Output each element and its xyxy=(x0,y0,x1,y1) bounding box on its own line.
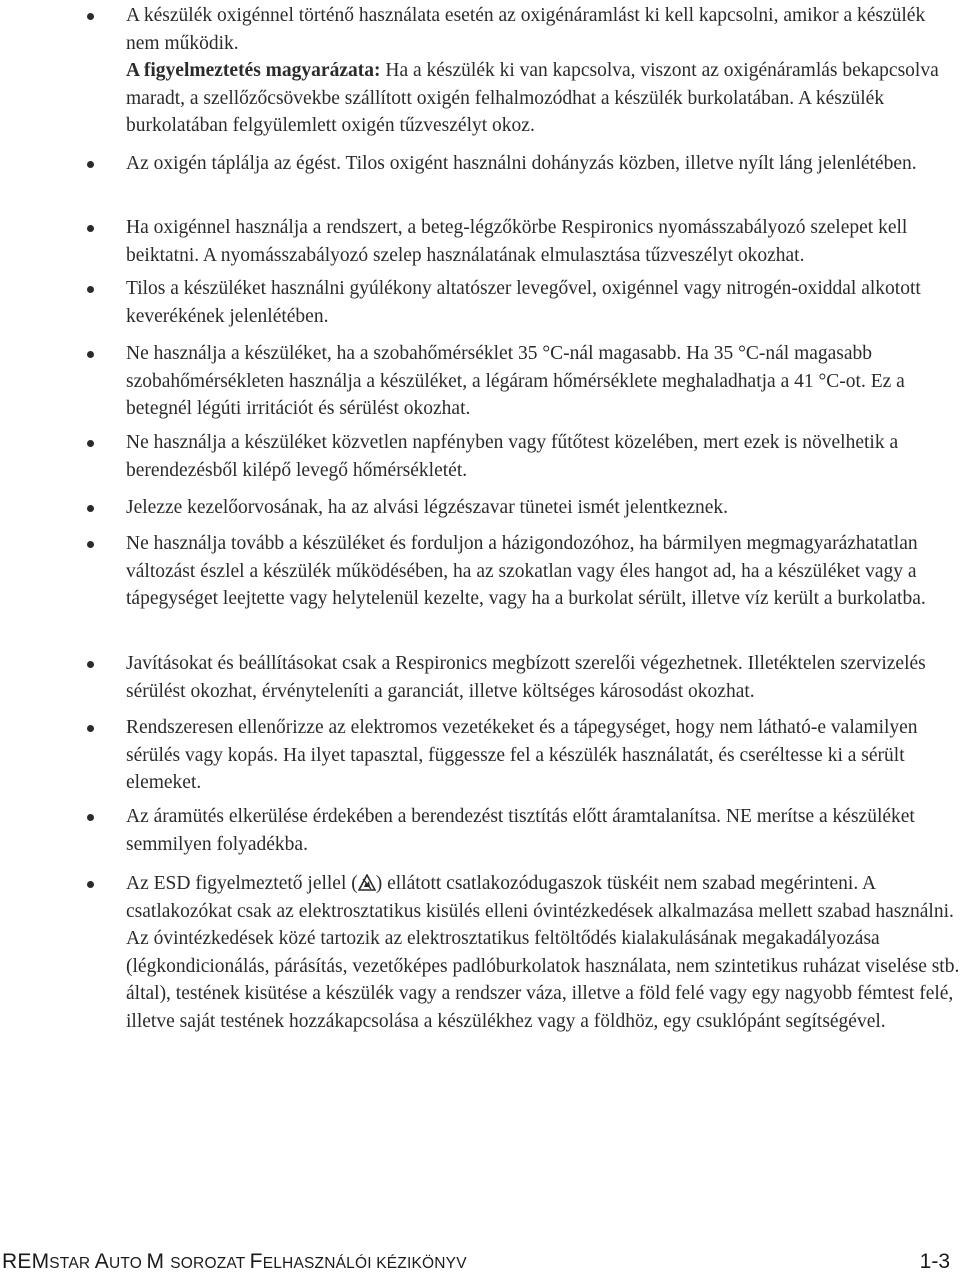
list-item xyxy=(126,650,960,705)
item-text: Az áramütés elkerülése érdekében a berendezést tisztítás előtt áramtalanítsa. NE merítse a készüléket semmilyen folyadékba. xyxy=(126,806,915,855)
item-text: Tilos a készüléket használni gyúlékony altatószer levegővel, oxigénnel vagy nitrogén-oxiddal alkotott keverékének jelenlétében. xyxy=(126,278,921,327)
bullet-icon xyxy=(87,13,94,20)
list-item xyxy=(126,2,960,140)
item-text: Ne használja a készüléket, ha a szobahőmérséklet 35 °C-nál magasabb. Ha 35 °C-nál magasabb szobahőmérsékleten használja a készüléket, a légáram hőmérséklete meghaladhatja a 41 °C-ot. Ez a betegnél légúti irritációt és sérülést okozhat. xyxy=(126,343,905,420)
manual-title: REMSTAR AUTO M SOROZAT FELHASZNÁLÓI KÉZIKÖNYV xyxy=(2,1250,467,1273)
list-item xyxy=(126,530,960,613)
item-text: Javításokat és beállításokat csak a Respironics megbízott szerelői végezhetnek. Illetéktelen szervizelés sérülést okozhat, érvényteleníti a garanciát, illetve költséges károsodást okozhat. xyxy=(126,653,926,702)
item-text: Ne használja tovább a készüléket és forduljon a házigondozóhoz, ha bármilyen megmagyarázhatatlan változást észlel a készülék működésében, ha az szokatlan vagy éles hangot ad, ha a készüléket vagy a tápegységet leejtette vagy helytelenül kezelte, vagy ha a burkolat sérült, illetve víz került a burkolatba. xyxy=(126,533,926,610)
list-item xyxy=(126,275,960,330)
list-item xyxy=(126,870,960,1036)
item-text: Jelezze kezelőorvosának, ha az alvási légzészavar tünetei ismét jelentkeznek. xyxy=(126,497,729,518)
bullet-icon xyxy=(87,505,94,512)
list-item xyxy=(126,214,960,269)
bullet-icon xyxy=(87,161,94,168)
item-text-continued: Ha a készülék ki van kapcsolva, viszont az oxigénáramlás bekapcsolva maradt, a szellőzőcsövekbe szállított oxigén felhalmozódhat a készülék burkolatában. A készülék burkolatában felgyülemlett oxigén tűzveszélyt okoz. xyxy=(126,60,939,137)
list-item xyxy=(126,714,960,797)
item-text: Ne használja a készüléket közvetlen napfényben vagy fűtőtest közelében, mert ezek is növelhetik a berendezésből kilépő levegő hőmérsékletét. xyxy=(126,432,899,481)
item-text-continued: ) ellátott csatlakozódugaszok tüskéit nem szabad megérinteni. A csatlakozókat csak az elektrosztatikus kisülés elleni óvintézkedések alkalmazása mellett szabad használni. Az óvintézkedések közé tartozik az elektrosztatikus feltöltődés kialakulásának megakadályozása (légkondicionálás, párásítás, vezetőképes padlóburkolatok használata, nem szintetikus ruházat viselése stb. által), testének kisütése a készülék vagy a rendszer váza, illetve a föld felé vagy egy nagyobb fémtest felé, illetve saját testének hozzákapcsolása a készülékhez vagy a földhöz, egy csuklópánt segítségével. xyxy=(126,873,960,1032)
bullet-icon xyxy=(87,661,94,668)
page-number: 1-3 xyxy=(919,1250,950,1273)
item-text: Az ESD figyelmeztető jellel ( xyxy=(126,873,358,894)
list-item xyxy=(126,494,960,522)
item-text: A készülék oxigénnel történő használata esetén az oxigénáramlást ki kell kapcsolni, amikor a készülék nem működik. xyxy=(126,5,926,54)
list-item xyxy=(126,803,960,858)
bullet-icon xyxy=(87,541,94,548)
item-bold-label: A figyelmeztetés magyarázata: xyxy=(126,60,381,82)
bullet-icon xyxy=(87,440,94,447)
list-item xyxy=(126,340,960,423)
bullet-icon xyxy=(87,725,94,732)
bullet-icon xyxy=(87,814,94,821)
page-footer xyxy=(0,1250,960,1274)
bullet-icon xyxy=(87,881,94,888)
bullet-icon xyxy=(87,351,94,358)
list-item xyxy=(126,150,960,178)
bullet-icon xyxy=(87,225,94,232)
list-item xyxy=(126,429,960,484)
item-text: Az oxigén táplálja az égést. Tilos oxigént használni dohányzás közben, illetve nyílt láng jelenlétében. xyxy=(126,153,917,174)
esd-warning-icon xyxy=(358,874,376,892)
item-text: Ha oxigénnel használja a rendszert, a beteg-légzőkörbe Respironics nyomásszabályozó szelepet kell beiktatni. A nyomásszabályozó szelep használatának elmulasztása tűzveszélyt okozhat. xyxy=(126,217,908,266)
bullet-icon xyxy=(87,286,94,293)
item-text: Rendszeresen ellenőrizze az elektromos vezetékeket és a tápegységet, hogy nem látható-e valamilyen sérülés vagy kopás. Ha ilyet tapasztal, függessze fel a készülék használatát, és cseréltesse ki a sérült elemeket. xyxy=(126,717,918,794)
